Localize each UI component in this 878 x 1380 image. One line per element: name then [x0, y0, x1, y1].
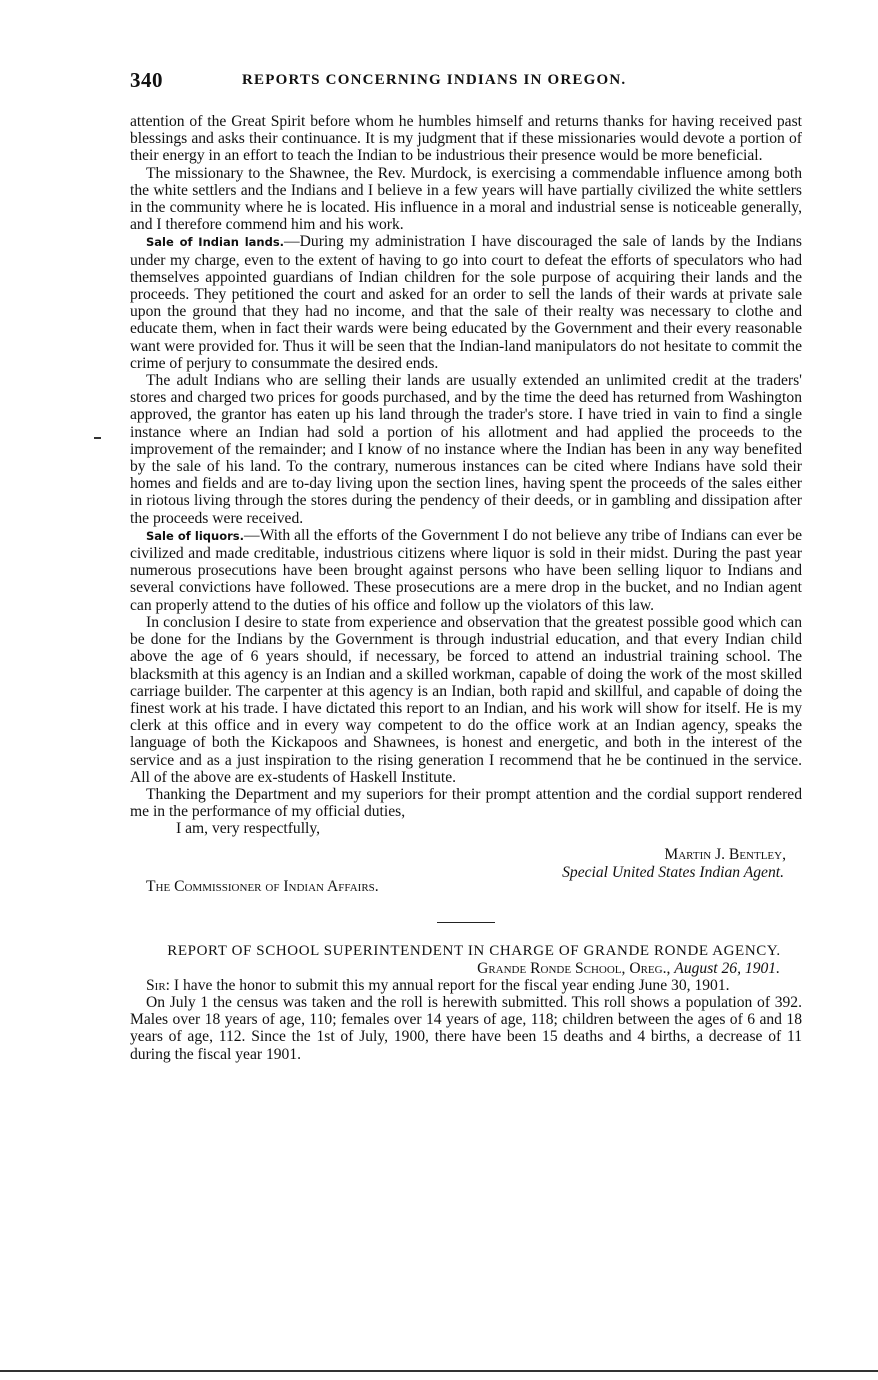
section-divider: [437, 922, 495, 923]
page-number: 340: [130, 68, 163, 92]
dateline-place: Grande Ronde School, Oreg.,: [477, 959, 671, 977]
report-title: REPORT OF SCHOOL SUPERINTENDENT IN CHARGE OF GRANDE RONDE AGENCY.: [167, 942, 781, 959]
paragraph-conclusion: In conclusion I desire to state from experience and observation that the greatest possible good which can be done for the Indians by the Government is through industrial education, and that every Indian child above the age of 6 years should, if necessary, be forced to attend an industrial training school. The blacksmith at this agency is an Indian and a skilled workman, capable of doing the work of the most skilled carriage builder. The carpenter at this agency is an Indian, both rapid and skillful, and capable of doing the finest work at his trade. I have dictated this report to an Indian, and his work will show for itself. He is my clerk at this office and in every way competent to do the office work at an Indian agency, speaks the language of both the Kickapoos and Shawnees, is honest and energetic, and both in the interest of the service and as a just inspiration to the rising generation I recommend that he be continued in the service. All of the above are ex-students of Haskell Institute.: [130, 613, 802, 786]
report-paragraph-intro: [130, 977, 802, 994]
paragraph-sale-of-lands: [130, 233, 802, 372]
report-paragraph-census: On July 1 the census was taken and the roll is herewith submitted. This roll shows a population of 392. Males over 18 years of age, 110; females over 14 years of age, 118; children between the ages of 6 and 18 years of age, 112. Since the 1st of July, 1900, there have been 15 deaths and 4 births, a decrease of 11 during the fiscal year 1901.: [130, 993, 802, 1063]
signer-name: Martin J. Bentley,: [664, 846, 786, 864]
paragraph-sale-of-lands-text: —During my administration I have discouraged the sale of lands by the Indians under my charge, even to the extent of having to go into court to defeat the efforts of speculators who had themselves appointed guardians of Indian children for the sole purpose of acquiring their lands and the proceeds. They petitioned the court and asked for an order to sell the lands of their wards at private sale upon the ground that they had no income, and that the sale of their realty was necessary to clothe and educate them, when in fact their wards were being educated by the Government and their every reasonable want were provided for. Thus it will be seen that the Indian-land manipulators do not hesitate to commit the crime of perjury to consummate the desired ends.: [130, 233, 802, 372]
paragraph-continuation: attention of the Great Spirit before whom he humbles himself and returns thanks for having received past blessings and asks their continuance. It is my judgment that if these missionaries would devote a portion of their energy in an effort to teach the Indian to be industrious their presence would be more beneficial.: [130, 113, 802, 165]
report-paragraph-intro-text: I have the honor to submit this my annual report for the fiscal year ending June 30, 1901.: [170, 976, 730, 994]
side-heading-sale-of-liquors: Sale of liquors.: [146, 528, 244, 543]
signer-title: Special United States Indian Agent.: [562, 864, 784, 882]
side-heading-sale-of-lands: Sale of Indian lands.: [146, 235, 285, 250]
paragraph-adult-indians: The adult Indians who are selling their lands are usually extended an unlimited credit at the traders' stores and charged two prices for goods purchased, and by the time the deed has returned from Washington approved, the grantor has eaten up his land through the trader's store. I have tried in vain to find a single instance where an Indian had sold a portion of his allotment and had applied the proceeds to the improvement of the remainder; and I know of no instance where the Indian has been in any way benefited by the sale of his land. To the contrary, numerous instances can be cited where Indians have sold their homes and fields and are to-day living upon the section lines, having spent the proceeds of the sales either in riotous living through the stores during the pendency of their deeds, or in gambling and dissipation after the proceeds were received.: [130, 372, 802, 527]
complimentary-close: I am, very respectfully,: [176, 820, 321, 838]
page-header: [130, 68, 810, 98]
dateline-date: August 26, 1901.: [674, 959, 780, 977]
paragraph-sale-of-liquors-text: —With all the efforts of the Government I do not believe any tribe of Indians can ever be civilized and made creditable, industrious citizens where liquor is sold in their midst. During the past year numerous prosecutions have been brought against persons who have been selling liquor to Indians and several convictions have followed. These prosecutions are a mere drop in the bucket, and no Indian agent can properly attend to the duties of his office and follow up the violators of this law.: [130, 526, 802, 614]
dateline: [130, 960, 802, 977]
paragraph-thanks: Thanking the Department and my superiors for their prompt attention and the cordial support rendered me in the performance of my official duties,: [130, 785, 802, 821]
salutation: Sir:: [146, 976, 171, 994]
page-bottom-edge: [0, 1370, 878, 1372]
paragraph-sale-of-liquors: [130, 527, 802, 614]
addressee: The Commissioner of Indian Affairs.: [146, 878, 379, 896]
body-text: [130, 113, 802, 1063]
running-head: REPORTS CONCERNING INDIANS IN OREGON.: [242, 72, 627, 88]
letter-closing: [130, 820, 802, 882]
paragraph-missionary: The missionary to the Shawnee, the Rev. Murdock, is exercising a commendable influence among both the white settlers and the Indians and I believe in a few years will have partially civilized the white settlers in the community where he is located. His influence in a moral and industrial sense is noticeable generally, and I therefore commend him and his work.: [130, 164, 802, 234]
margin-mark: [94, 437, 101, 439]
